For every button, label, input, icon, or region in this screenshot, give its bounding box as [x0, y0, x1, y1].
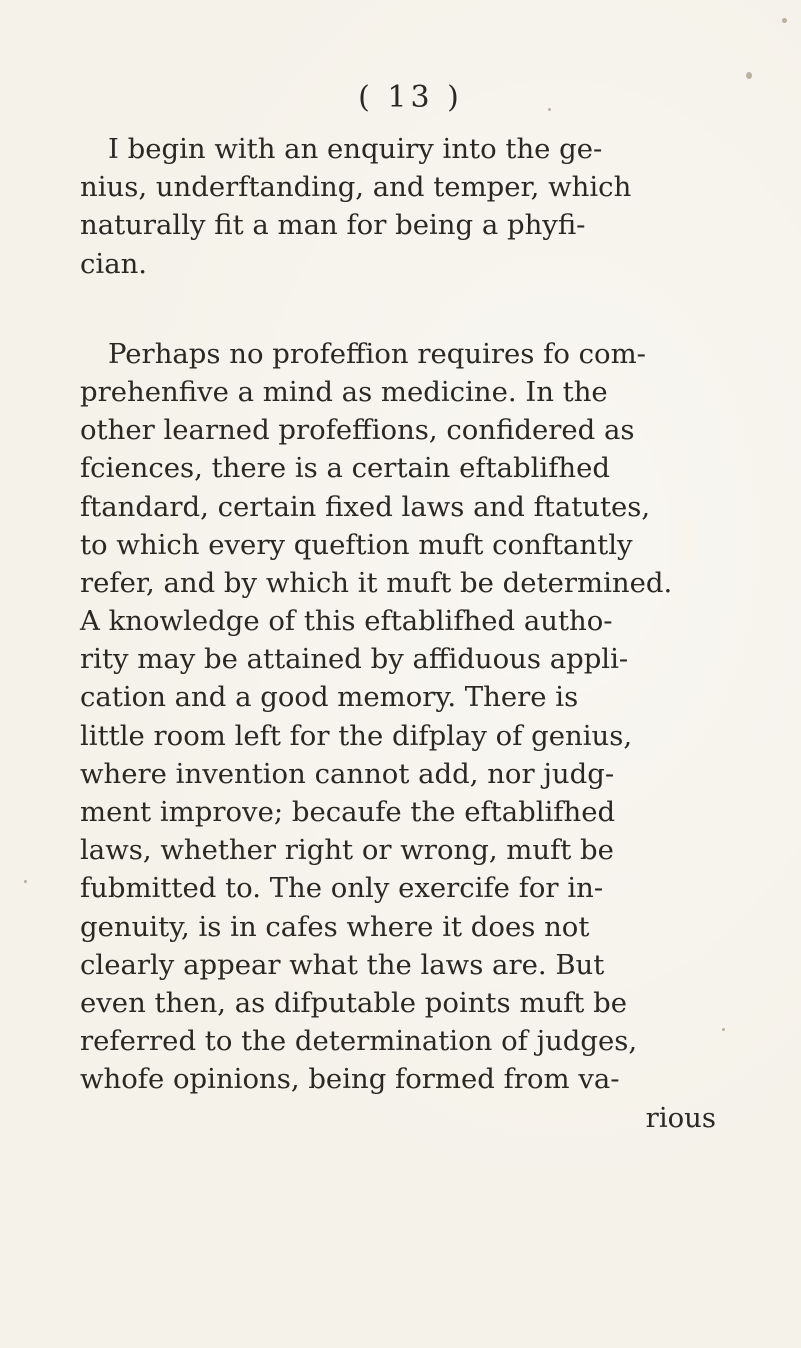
paragraph-1	[80, 130, 720, 283]
text-line: Perhaps no profeffion requires fo com-	[108, 337, 646, 370]
text-line: laws, whether right or wrong, muft be	[80, 834, 614, 867]
catchword: rious	[645, 1101, 716, 1134]
paragraph-gap	[80, 283, 720, 335]
text-line: rity may be attained by affiduous appli-	[80, 643, 629, 676]
text-line: prehenfive a mind as medicine. In the	[80, 375, 608, 408]
text-line: fciences, there is a certain eftablifhed	[80, 452, 610, 485]
text-line: nius, underftanding, and temper, which	[80, 171, 632, 204]
ink-speck	[24, 880, 27, 883]
text-line: clearly appear what the laws are. But	[80, 948, 605, 981]
text-line: I begin with an enquiry into the ge-	[108, 133, 603, 165]
text-line: even then, as difputable points muft be	[80, 986, 627, 1019]
body-text	[80, 130, 720, 1137]
text-line: little room left for the difplay of genius,	[80, 719, 633, 752]
text-line: other learned profeffions, confidered as	[80, 414, 635, 447]
page-number: ( 13 )	[358, 80, 463, 115]
text-line: naturally fit a man for being a phyfi-	[80, 209, 586, 242]
text-line: referred to the determination of judges,	[80, 1025, 638, 1058]
text-line: fubmitted to. The only exercife for in-	[80, 872, 604, 905]
text-line: whofe opinions, being formed from va-	[80, 1063, 620, 1096]
text-line: refer, and by which it muft be determined.	[80, 566, 673, 599]
text-line: to which every queftion muft conftantly	[80, 528, 633, 561]
paragraph-2	[80, 335, 720, 1099]
text-line: ment improve; becaufe the eftablifhed	[80, 796, 616, 828]
ink-speck	[782, 18, 787, 23]
ink-speck	[746, 72, 752, 79]
text-line: ftandard, certain fixed laws and ftatutes,	[80, 490, 651, 523]
text-line: where invention cannot add, nor judg-	[80, 757, 615, 790]
ink-speck	[722, 1028, 725, 1031]
text-line: genuity, is in cafes where it does not	[80, 910, 590, 943]
ink-speck	[548, 108, 551, 111]
text-line: cation and a good memory. There is	[80, 681, 579, 714]
text-line: cian.	[80, 247, 148, 280]
text-line: A knowledge of this eftablifhed autho-	[80, 605, 613, 638]
